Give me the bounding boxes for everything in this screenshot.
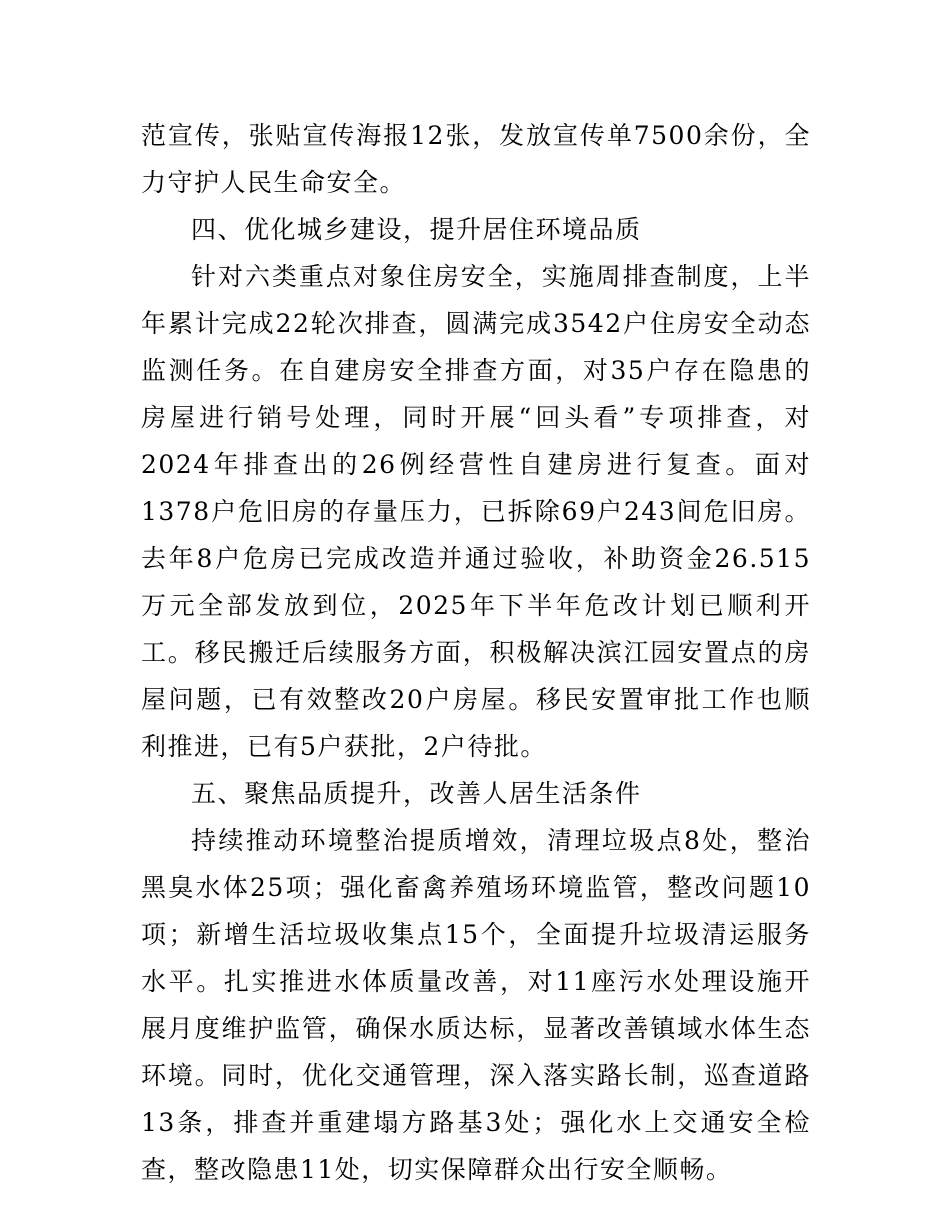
document-body <box>141 112 811 1193</box>
paragraph-continued: 范宣传，张贴宣传海报12张，发放宣传单7500余份，全力守护人民生命安全。 <box>141 121 811 197</box>
paragraph-housing-safety: 针对六类重点对象住房安全，实施周排查制度，上半年累计完成22轮次排查，圆满完成3542户住房安全动态监测任务。在自建房安全排查方面，对35户存在隐患的房屋进行销号处理，同时开展“回头看”专项排查，对2024年排查出的26例经营性自建房进行复查。面对1378户危旧房的存量压力，已拆除69户243间危旧房。去年8户危房已完成改造并通过验收，补助资金26.515万元全部发放到位，2025年下半年危改计划已顺利开工。移民搬迁后续服务方面，积极解决滨江园安置点的房屋问题，已有效整改20户房屋。移民安置审批工作也顺利推进，已有5户获批，2户待批。 <box>141 262 811 761</box>
paragraph-environment: 持续推动环境整治提质增效，清理垃圾点8处，整治黑臭水体25项；强化畜禽养殖场环境监管，整改问题10项；新增生活垃圾收集点15个，全面提升垃圾清运服务水平。扎实推进水体质量改善，对11座污水处理设施开展月度维护监管，确保水质达标，显著改善镇域水体生态环境。同时，优化交通管理，深入落实路长制，巡查道路13条，排查并重建塌方路基3处；强化水上交通安全检查，整改隐患11处，切实保障群众出行安全顺畅。 <box>141 826 811 1184</box>
section-heading-five: 五、聚焦品质提升，改善人居生活条件 <box>191 779 642 808</box>
section-heading-four: 四、优化城乡建设，提升居住环境品质 <box>191 215 642 244</box>
